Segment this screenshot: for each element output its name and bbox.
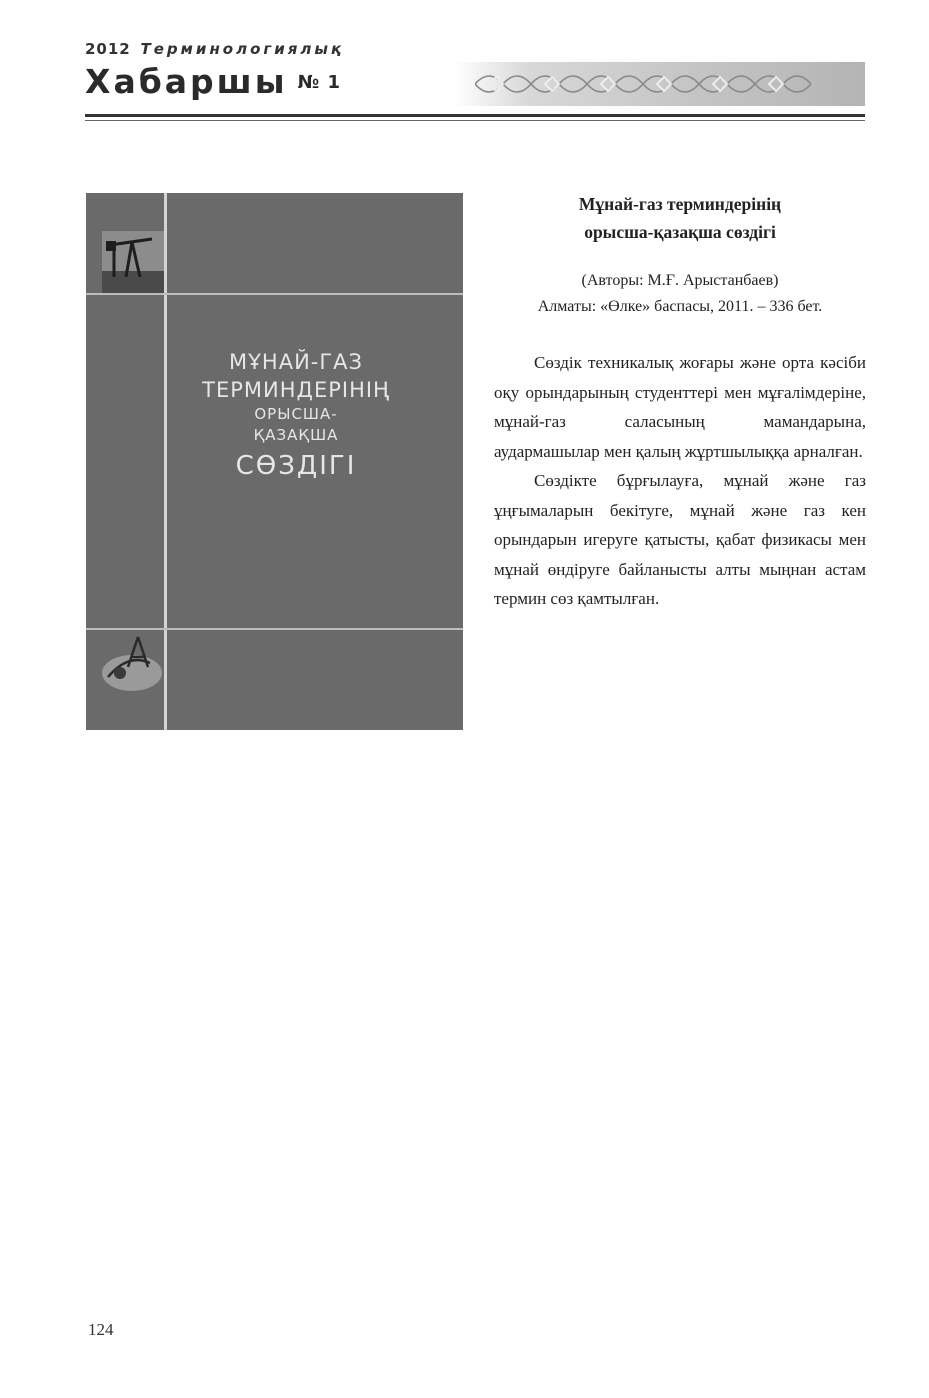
article <box>494 190 866 614</box>
article-title <box>494 190 866 246</box>
article-body <box>494 348 866 614</box>
header-issue: № 1 <box>297 72 341 93</box>
article-title-line2: орысша-қазақша сөздігі <box>584 222 776 242</box>
cover-title-line3: ОРЫСША- <box>254 405 338 423</box>
header-journal-word: Терминологиялық <box>140 40 345 58</box>
cover-title-line1: МҰНАЙ-ГАЗ <box>228 350 364 374</box>
article-paragraph: Сөздік техникалық жоғары және орта кәсіби оқу орындарының студенттері мен мұғалімдеріне, мұнай-газ саласының мамандарына, аудармашылар мен қалың жұртшылыққа арналған. <box>494 353 866 461</box>
cover-rule-bottom <box>86 628 463 630</box>
page-number: 124 <box>88 1320 114 1339</box>
article-paragraph: Сөздікте бұрғылауға, мұнай және газ ұңғымаларын бекітуге, мұнай және газ кен орындарын игеруге қатысты, қабат физикасы мен мұнай өндіруге байланысты алты мыңнан астам термин сөз қамтылған. <box>494 471 866 608</box>
header-top-line <box>85 40 344 58</box>
header-journal-title: Хабаршы <box>85 62 288 101</box>
article-meta <box>494 268 866 320</box>
book-cover <box>86 193 463 730</box>
cover-title-line5: СӨЗДІГІ <box>235 451 357 481</box>
cover-title <box>186 348 406 484</box>
cover-title-line4: ҚАЗАҚША <box>253 426 339 444</box>
article-title-line1: Мұнай-газ терминдерінің <box>578 194 782 214</box>
cover-vertical-rule <box>164 193 167 730</box>
cover-title-line2: ТЕРМИНДЕРІНІҢ <box>202 378 390 402</box>
header-rule-thin <box>85 120 865 121</box>
oil-pump-photo-icon <box>102 231 164 293</box>
header-journal-title-line <box>85 62 341 101</box>
article-publisher: Алматы: «Өлке» баспасы, 2011. – 336 бет. <box>537 298 823 315</box>
header-ornament-band <box>455 62 865 106</box>
header-year: 2012 <box>85 40 131 58</box>
header-rule-thick <box>85 114 865 117</box>
running-header <box>85 40 865 130</box>
kazakh-ornament-icon <box>475 66 815 102</box>
article-authors: (Авторы: М.Ғ. Арыстанбаев) <box>581 272 779 289</box>
cover-rule-top <box>86 293 463 295</box>
oil-rig-photo-icon <box>98 633 164 693</box>
